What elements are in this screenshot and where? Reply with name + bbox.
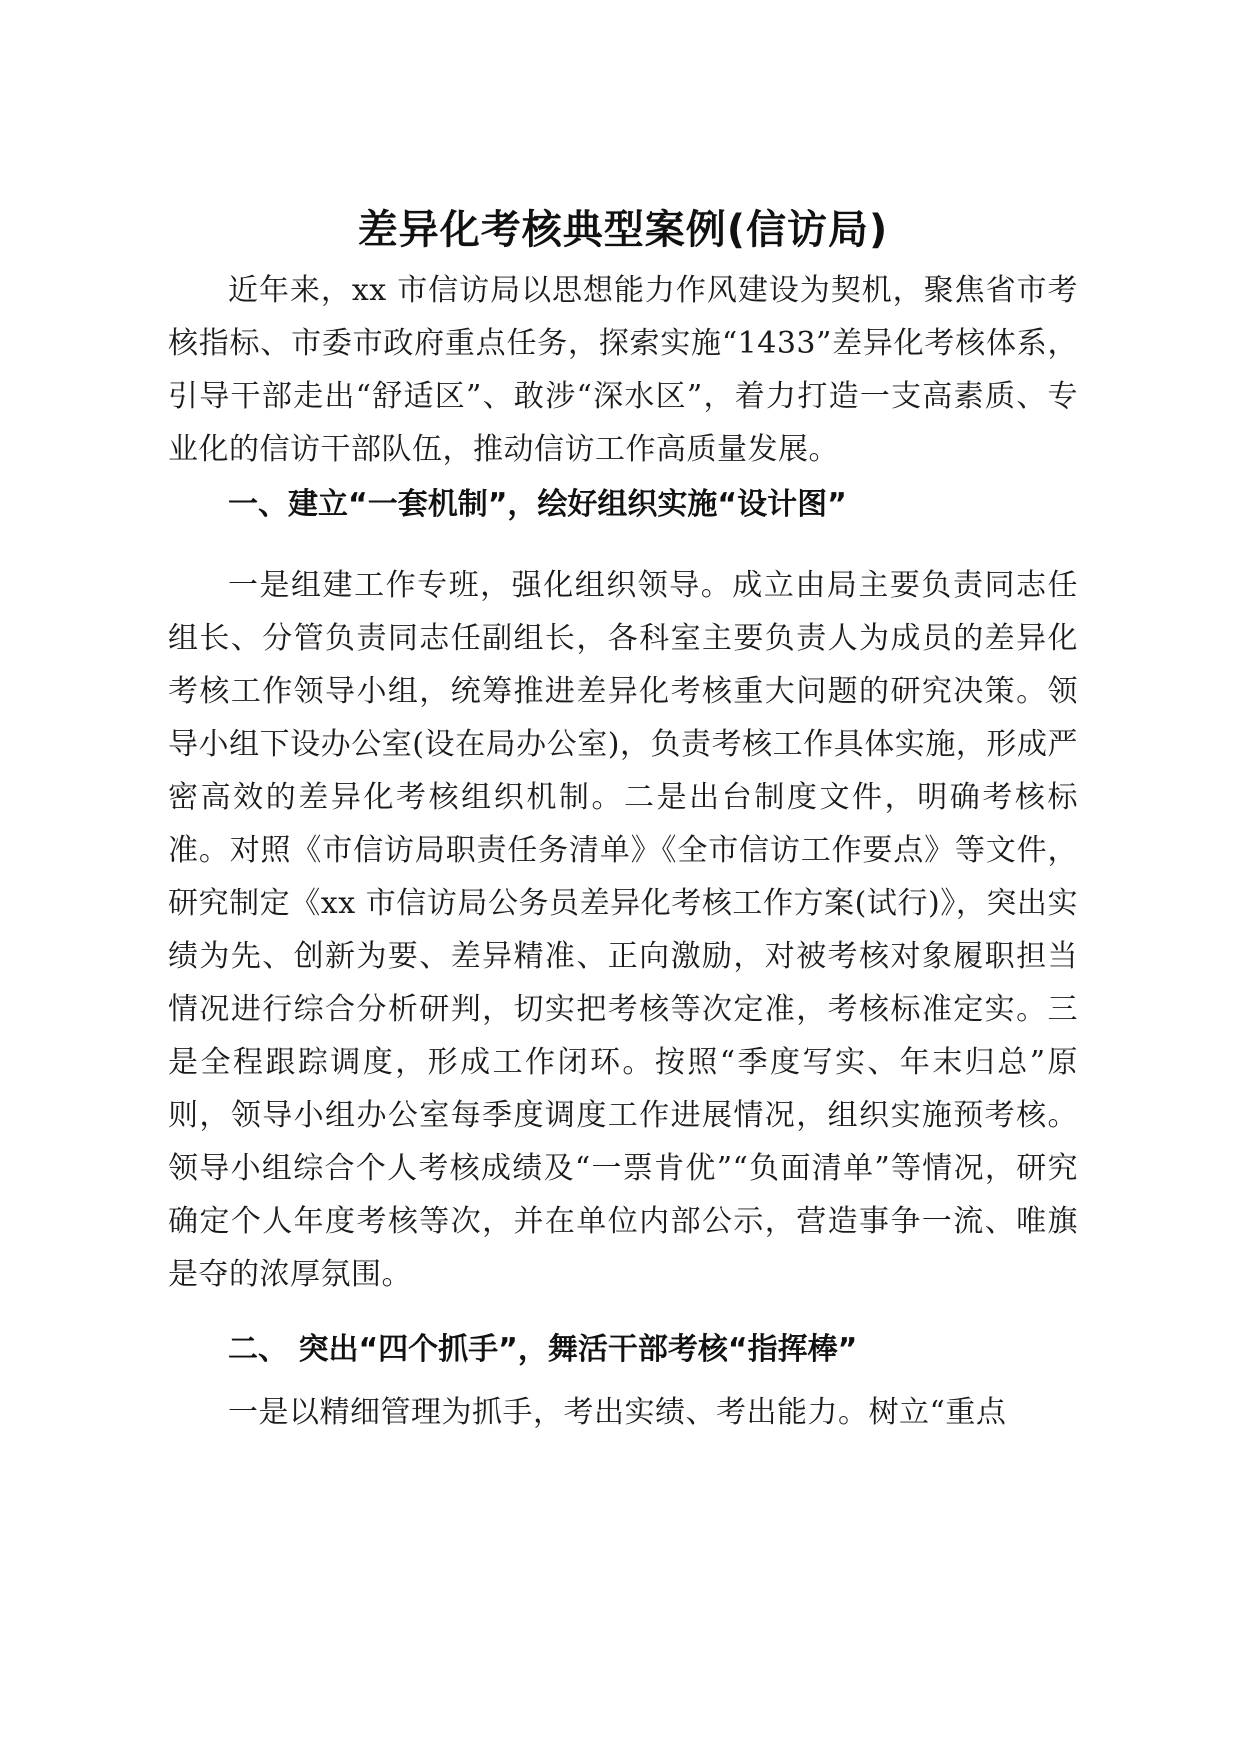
section-2-paragraph: 一是以精细管理为抓手，考出实绩、考出能力。树立“重点 <box>228 1395 1007 1430</box>
document-body <box>168 200 1078 1439</box>
section-1-paragraph: 一是组建工作专班，强化组织领导。成立由局主要负责同志任组长、分管负责同志任副组长，各科室主要负责人为成员的差异化考核工作领导小组，统筹推进差异化考核重大问题的研究决策。领导小组下设办公室(设在局办公室)，负责考核工作具体实施，形成严密高效的差异化考核组织机制。二是出台制度文件，明确考核标准。对照《市信访局职责任务清单》《全市信访工作要点》等文件，研究制定《xx 市信访局公务员差异化考核工作方案(试行)》，突出实绩为先、创新为要、差异精准、正向激励，对被考核对象履职担当情况进行综合分析研判，切实把考核等次定准，考核标准定实。三是全程跟踪调度，形成工作闭环。按照“季度写实、年末归总”原则，领导小组办公室每季度调度工作进展情况，组织实施预考核。领导小组综合个人考核成绩及“一票肯优”“负面清单”等情况，研究确定个人年度考核等次，并在单位内部公示，营造事争一流、唯旗是夺的浓厚氛围。 <box>168 568 1078 1292</box>
document-title: 差异化考核典型案例(信访局) <box>357 207 889 253</box>
section-2-heading: 二、 突出“四个抓手”，舞活干部考核“指挥棒” <box>228 1332 858 1367</box>
intro-paragraph: 近年来，xx 市信访局以思想能力作风建设为契机，聚焦省市考核指标、市委市政府重点任务，探索实施“1433”差异化考核体系，引导干部走出“舒适区”、敢涉“深水区”，着力打造一支高素质、专业化的信访干部队伍，推动信访工作高质量发展。 <box>168 273 1078 467</box>
section-1-heading: 一、建立“一套机制”，绘好组织实施“设计图” <box>228 487 847 522</box>
